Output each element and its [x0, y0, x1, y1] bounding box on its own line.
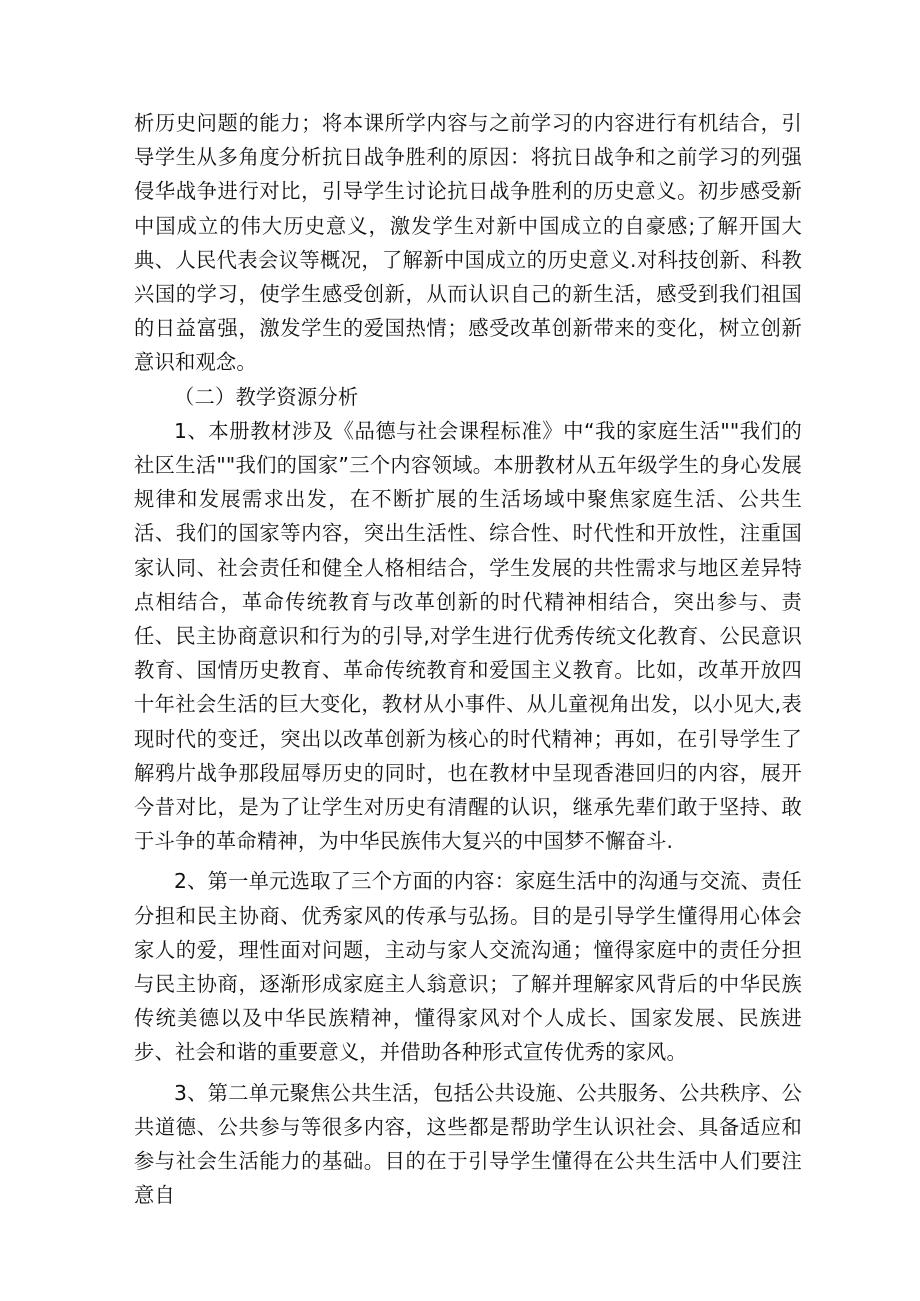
paragraph-unit-one: 2、第一单元选取了三个方面的内容：家庭生活中的沟通与交流、责任分担和民主协商、优秀家风的传承与弘扬。目的是引导学生懂得用心体会家人的爱，理性面对问题，主动与家人交流沟通；憧得家庭中的责任分担与民主协商，逐渐形成家庭主人翁意识；了解并理解家风背后的中华民族传统美德以及中华民族精神，懂得家风对个人成长、国家发展、民族进步、社会和谐的重要意义，并借助各种形式宣传优秀的家风。 [134, 869, 802, 1065]
document-body [134, 106, 802, 1213]
paragraph-history-significance: 析历史问题的能力；将本课所学内容与之前学习的内容进行有机结合，引导学生从多角度分析抗日战争胜利的原因：将抗日战争和之前学习的列强侵华战争进行对比，引导学生讨论抗日战争胜利的历史意义。初步感受新中国成立的伟大历史意义，激发学生对新中国成立的自豪感;了解开国大典、人民代表会议等概况，了解新中国成立的历史意义.对科技创新、科教兴国的学习，使学生感受创新，从而认识自己的新生活，感受到我们祖国的日益富强，激发学生的爱国热情；感受改革创新带来的变化，树立创新意识和观念。 [134, 111, 802, 375]
paragraph-unit-two: 3、第二单元聚焦公共生活，包括公共设施、公共服务、公共秩序、公共道德、公共参与等很多内容，这些都是帮助学生认识社会、具备适应和参与社会生活能力的基础。目的在于引导学生懂得在公共生活中人们要注意自 [134, 1080, 802, 1208]
paragraph-textbook-overview: 1、本册教材涉及《品德与社会课程标准》中“我的家庭生活""我们的社区生活""我们的国家”三个内容领域。本册教材从五年级学生的身心发展规律和发展需求出发，在不断扩展的生活场域中聚焦家庭生活、公共生活、我们的国家等内容，突出生活性、综合性、时代性和开放性，注重国家认同、社会责任和健全人格相结合，学生发展的共性需求与地区差异特点相结合，革命传统教育与改革创新的时代精神相结合，突出参与、责任、民主协商意识和行为的引导,对学生进行优秀传统文化教育、公民意识教育、国情历史教育、革命传统教育和爱国主义教育。比如，改革开放四十年社会生活的巨大变化，教材从小事件、从儿童视角出发，以小见大,表现时代的变迁，突出以改革创新为核心的时代精神；再如，在引导学生了解鸦片战争那段屈辱历史的同时，也在教材中呈现香港回归的内容，展开今昔对比，是为了让学生对历史有清醒的认识，继承先辈们敢于坚持、敢于斗争的革命精神，为中华民族伟大复兴的中国梦不懈奋斗. [134, 418, 802, 854]
section-heading-teaching-resources: （二）教学资源分析 [174, 384, 359, 409]
